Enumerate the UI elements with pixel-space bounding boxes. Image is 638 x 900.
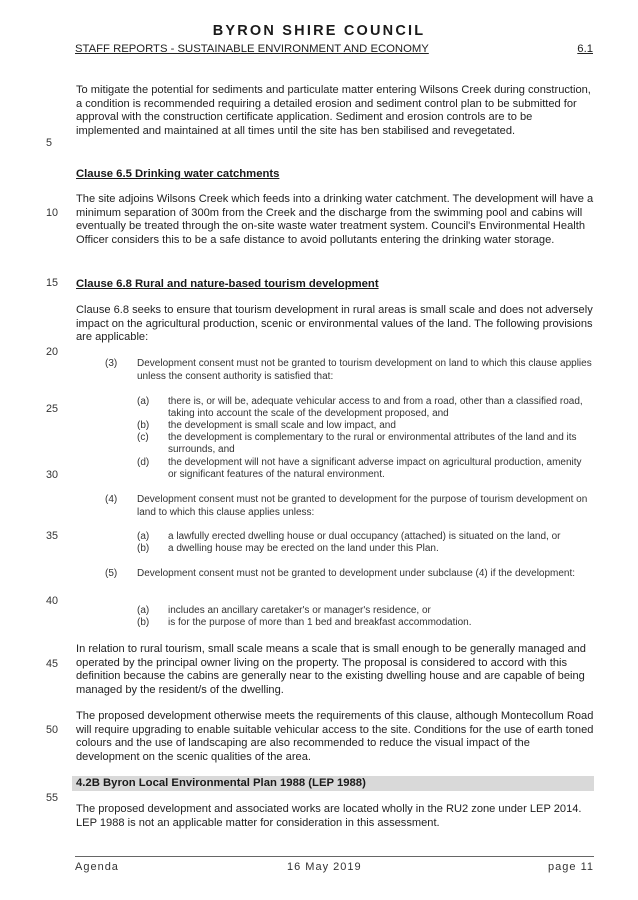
line-number: 25	[46, 403, 59, 415]
council-title: BYRON SHIRE COUNCIL	[212, 23, 426, 39]
item-text: includes an ancillary caretaker's or manager's residence, or	[168, 605, 431, 616]
item-letter: (b)	[137, 543, 150, 554]
item-letter: (a)	[137, 605, 150, 616]
item-text: the development is complementary to the rural or environmental attributes of the land and its surrounds, and	[168, 432, 577, 455]
item-letter: (a)	[137, 531, 150, 542]
line-number: 40	[46, 595, 59, 607]
item-text: a lawfully erected dwelling house or dual occupancy (attached) is situated on the land, or	[168, 531, 561, 542]
section-number: 6.1	[577, 43, 593, 55]
footer-divider	[75, 856, 594, 857]
provision-text: Development consent must not be granted to development for the purpose of tourism development on land to which this clause applies unless:	[137, 494, 588, 518]
provision-number: (4)	[105, 494, 118, 505]
clause-6-8-intro: Clause 6.8 seeks to ensure that tourism development in rural areas is small scale and does not adversely impact on the agricultural production, scenic or environmental values of the land. The following provisions are applicable:	[76, 304, 593, 344]
line-number: 5	[46, 137, 53, 149]
clause-6-5-heading: Clause 6.5 Drinking water catchments	[76, 168, 280, 180]
item-letter: (a)	[137, 396, 150, 407]
item-text: a dwelling house may be erected on the land under this Plan.	[168, 543, 439, 554]
line-number: 55	[46, 792, 59, 804]
footer-page-number: page 11	[548, 861, 594, 873]
intro-paragraph: To mitigate the potential for sediments and particulate matter entering Wilsons Creek during construction, a condition is recommended requiring a detailed erosion and sediment control plan to be submitted for approval with the construction certificate application. Sediment and erosion controls are to be implemented and maintained at all times until the site has ben stabilised and revegetated.	[76, 84, 591, 137]
line-number: 50	[46, 724, 59, 736]
line-number: 35	[46, 530, 59, 542]
footer-agenda: Agenda	[75, 861, 119, 873]
section-4-2b-heading: 4.2B Byron Local Environmental Plan 1988 (LEP 1988)	[76, 777, 366, 789]
item-letter: (c)	[137, 432, 149, 443]
provision-number: (5)	[105, 568, 118, 579]
line-number: 10	[46, 207, 59, 219]
item-letter: (b)	[137, 420, 150, 431]
rural-tourism-paragraph: In relation to rural tourism, small scale means a scale that is small enough to be generally managed and operated by the principal owner living on the property. The proposal is considered to accord with this definition because the cabins are generally near to the existing dwelling house and are capable of being managed by the resident/s of the dwelling.	[76, 643, 586, 696]
section-4-2b-body: The proposed development and associated works are located wholly in the RU2 zone under LEP 2014. LEP 1988 is not an applicable matter for consideration in this assessment.	[76, 803, 582, 829]
clause-6-8-heading: Clause 6.8 Rural and nature-based tourism development	[76, 278, 379, 290]
line-number: 30	[46, 469, 59, 481]
item-letter: (b)	[137, 617, 150, 628]
line-number: 45	[46, 658, 59, 670]
item-text: is for the purpose of more than 1 bed and breakfast accommodation.	[168, 617, 472, 628]
section-4-2b-heading-bar	[72, 776, 594, 791]
line-number: 15	[46, 277, 59, 289]
item-text: the development will not have a significant adverse impact on agricultural production, amenity or significant features of the natural environment.	[168, 457, 582, 480]
item-text: the development is small scale and low impact, and	[168, 420, 396, 431]
item-text: there is, or will be, adequate vehicular access to and from a road, other than a classified road, taking into account the scale of the development proposed, and	[168, 396, 583, 419]
line-number: 20	[46, 346, 59, 358]
item-letter: (d)	[137, 457, 150, 468]
footer-date: 16 May 2019	[287, 861, 362, 873]
clause-6-5-body: The site adjoins Wilsons Creek which feeds into a drinking water catchment. The development will have a minimum separation of 300m from the Creek and the discharge from the swimming pool and cabins will eventually be treated through the on-site waste water treatment system. Council's Environmental Health Officer considers this to be a safe distance to avoid pollutants entering the drinking water storage.	[76, 193, 594, 246]
provision-text: Development consent must not be granted to tourism development on land to which this clause applies unless the consent authority is satisfied that:	[137, 358, 592, 382]
provision-text: Development consent must not be granted to development under subclause (4) if the development:	[137, 568, 576, 579]
requirements-paragraph: The proposed development otherwise meets the requirements of this clause, although Montecollum Road will require upgrading to enable suitable vehicular access to the site. Conditions for the use of earth toned colours and the use of landscaping are also recommended to reduce the visual impact of the development on the scenic qualities of the area.	[76, 710, 594, 763]
provision-number: (3)	[105, 358, 118, 369]
report-subtitle: STAFF REPORTS - SUSTAINABLE ENVIRONMENT AND ECONOMY	[75, 43, 429, 55]
